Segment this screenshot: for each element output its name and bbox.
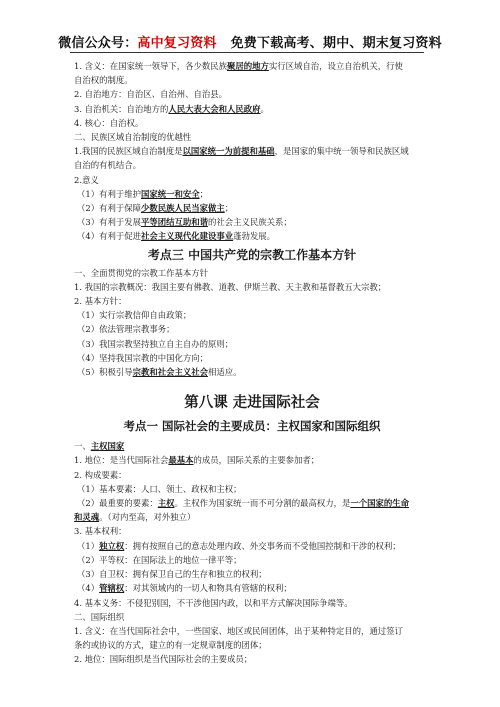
text-line bbox=[74, 59, 430, 73]
text-segment: （3）有利于发展 bbox=[77, 217, 141, 228]
text-segment: 2. 地位：国际组织是当代国际社会的主要成员； bbox=[74, 654, 253, 665]
text-line bbox=[74, 280, 430, 294]
text-segment: 4. 核心：自治权。 bbox=[74, 117, 144, 128]
text-segment: 蓬勃发展。 bbox=[233, 231, 275, 242]
key-term: 和灵魂 bbox=[74, 512, 100, 523]
key-term: 主权 bbox=[157, 498, 175, 509]
text-segment: 1. 地位：是当代国际社会 bbox=[74, 455, 169, 466]
text-segment: 1. 含义：在当代国际社会中，一些国家、地区或民间团体，出于某种特定目的，通过签订 bbox=[74, 625, 403, 636]
key-term: 一个国家的生命 bbox=[350, 498, 409, 509]
text-line bbox=[74, 158, 430, 172]
text-line bbox=[74, 187, 430, 201]
text-line bbox=[74, 482, 430, 496]
key-term: 少数民族人民当家做主 bbox=[140, 203, 225, 214]
text-line bbox=[74, 539, 430, 553]
text-segment: （1）有利于维护 bbox=[77, 188, 141, 199]
text-segment: （2）平等权：在国际法上的地位一律平等； bbox=[77, 554, 242, 565]
lesson-title: 第八课 走进国际社会 bbox=[184, 394, 320, 412]
text-line bbox=[74, 567, 430, 581]
banner-account-name: 高中复习资料 bbox=[137, 36, 217, 51]
text-line bbox=[74, 201, 430, 215]
text-segment: 。 bbox=[260, 103, 269, 114]
text-segment: （3）自卫权：拥有保卫自己的生存和独立的权利； bbox=[77, 569, 267, 580]
text-line bbox=[74, 610, 430, 624]
text-segment: （3）我国宗教坚持独立自主自办的原则； bbox=[77, 338, 234, 349]
text-segment: 2. 构成要素： bbox=[74, 469, 127, 480]
text-segment: ：对其领域内的一切人和物具有管辖的权利； bbox=[124, 583, 292, 594]
text-segment: ； bbox=[224, 203, 234, 214]
text-line bbox=[74, 229, 430, 243]
text-line bbox=[74, 102, 430, 116]
section-religion bbox=[74, 266, 430, 380]
key-term: 社会主义现代化建设事业 bbox=[140, 231, 234, 242]
text-segment: 相适应。 bbox=[207, 367, 242, 378]
text-segment: 3. 自治机关：自治地方的 bbox=[74, 103, 169, 114]
text-line bbox=[74, 553, 430, 567]
text-segment: 一、全面贯彻党的宗教工作基本方针 bbox=[74, 267, 208, 278]
key-term: 管辖权 bbox=[99, 583, 125, 594]
text-segment: 1. 我国的宗教概况：我国主要有佛教、道教、伊斯兰教、天主教和基督教五大宗教； bbox=[74, 281, 387, 292]
key-term: 宗教和社会主义社会 bbox=[132, 367, 208, 378]
text-line bbox=[74, 144, 430, 158]
banner-label: 微信公众号： bbox=[58, 36, 138, 51]
text-line bbox=[74, 322, 430, 336]
text-segment: 二、民族区域自治制度的优越性 bbox=[74, 132, 192, 143]
text-line bbox=[74, 173, 430, 187]
text-segment: 4. 基本义务：不侵犯别国，不干涉他国内政，以和平方式解决国际争端等。 bbox=[74, 597, 353, 608]
text-line bbox=[74, 215, 430, 229]
text-line bbox=[74, 365, 430, 379]
text-line bbox=[74, 73, 430, 87]
text-segment: （5）积极引导 bbox=[77, 367, 133, 378]
text-segment: （1）实行宗教信仰自由政策； bbox=[77, 310, 192, 321]
text-segment: 自治权的制度。 bbox=[74, 75, 133, 86]
text-segment: （4）有利于促进 bbox=[77, 231, 141, 242]
text-line bbox=[74, 468, 430, 482]
text-segment: 二、国际组织 bbox=[74, 611, 125, 622]
heading-international-members: 考点一 国际社会的主要成员：主权国家和国际组织 bbox=[123, 419, 381, 434]
text-line bbox=[74, 524, 430, 538]
text-segment: （1）基本要素：人口、领土、政权和主权； bbox=[77, 483, 242, 494]
text-segment: （4）坚持我国宗教的中国化方向； bbox=[77, 352, 208, 363]
text-segment: 1. 含义：在国家统一领导下，各少数民族 bbox=[74, 61, 228, 71]
text-segment: 2.意义 bbox=[74, 174, 99, 185]
key-term: 最基本 bbox=[168, 455, 194, 466]
text-segment: 自治的有机结合。 bbox=[74, 160, 141, 171]
text-segment: 2. 自治地方：自治区、自治州、自治县。 bbox=[74, 89, 228, 100]
text-line bbox=[74, 453, 430, 467]
header-banner bbox=[0, 32, 500, 51]
key-term: 主权国家 bbox=[90, 441, 125, 452]
text-segment: 2. 基本方针： bbox=[74, 296, 127, 307]
document-body bbox=[74, 59, 430, 667]
text-segment: 。主权作为国家统一而不可分割的最高权力，是 bbox=[174, 498, 351, 509]
text-line bbox=[74, 596, 430, 610]
text-segment: 。（对内至高，对外独立） bbox=[99, 512, 196, 523]
text-segment: 1.我国的民族区域自治制度是 bbox=[74, 146, 183, 157]
text-segment: （1） bbox=[77, 540, 100, 551]
key-term: 以国家统一为前提和基础 bbox=[182, 146, 275, 157]
text-segment: 实行区域自治，设立自治机关，行使 bbox=[268, 61, 403, 71]
text-segment: （4） bbox=[77, 583, 100, 594]
key-term: 国家统一和安全 bbox=[140, 188, 200, 199]
text-line bbox=[74, 266, 430, 280]
text-segment: 一、 bbox=[74, 441, 91, 452]
header-rule bbox=[70, 52, 424, 53]
text-line bbox=[74, 337, 430, 351]
text-segment: 的成员，国际关系的主要参加者； bbox=[193, 455, 320, 466]
text-segment: （2）最重要的要素： bbox=[77, 498, 158, 509]
key-term: 人民大表大会和人民政府 bbox=[168, 103, 261, 114]
text-segment: 条约或协议的方式，建立的有一定规章制度的团体； bbox=[74, 640, 267, 651]
text-line bbox=[74, 294, 430, 308]
section-autonomy bbox=[74, 59, 430, 244]
text-segment: ，是国家的集中统一领导和民族区域 bbox=[274, 146, 409, 157]
banner-slogan: 免费下载高考、期中、期末复习资料 bbox=[230, 36, 442, 51]
text-line bbox=[74, 652, 430, 666]
text-line bbox=[74, 624, 430, 638]
text-segment: （2）依法管理宗教事务； bbox=[77, 324, 175, 335]
key-term: 平等团结互助和谐 bbox=[140, 217, 208, 228]
text-segment: ：拥有按照自己的意志处理内政、外交事务而不受他国控制和干涉的权利； bbox=[124, 540, 401, 551]
heading-religion-policy: 考点三 中国共产党的宗教工作基本方针 bbox=[147, 247, 357, 262]
text-line bbox=[74, 351, 430, 365]
text-line bbox=[74, 638, 430, 652]
text-line bbox=[74, 581, 430, 595]
text-line bbox=[74, 308, 430, 322]
section-international bbox=[74, 439, 430, 666]
text-segment: 的社会主义民族关系； bbox=[207, 217, 292, 228]
text-segment: ； bbox=[199, 188, 208, 199]
text-line bbox=[74, 439, 430, 453]
text-line bbox=[74, 130, 430, 144]
text-segment: （2）有利于保障 bbox=[77, 203, 141, 214]
key-term: 聚居的地方 bbox=[227, 61, 269, 71]
text-line bbox=[74, 496, 430, 510]
text-line bbox=[74, 116, 430, 130]
text-line bbox=[74, 510, 430, 524]
text-segment: 3. 基本权利： bbox=[74, 526, 127, 537]
key-term: 独立权 bbox=[99, 540, 125, 551]
text-line bbox=[74, 87, 430, 101]
